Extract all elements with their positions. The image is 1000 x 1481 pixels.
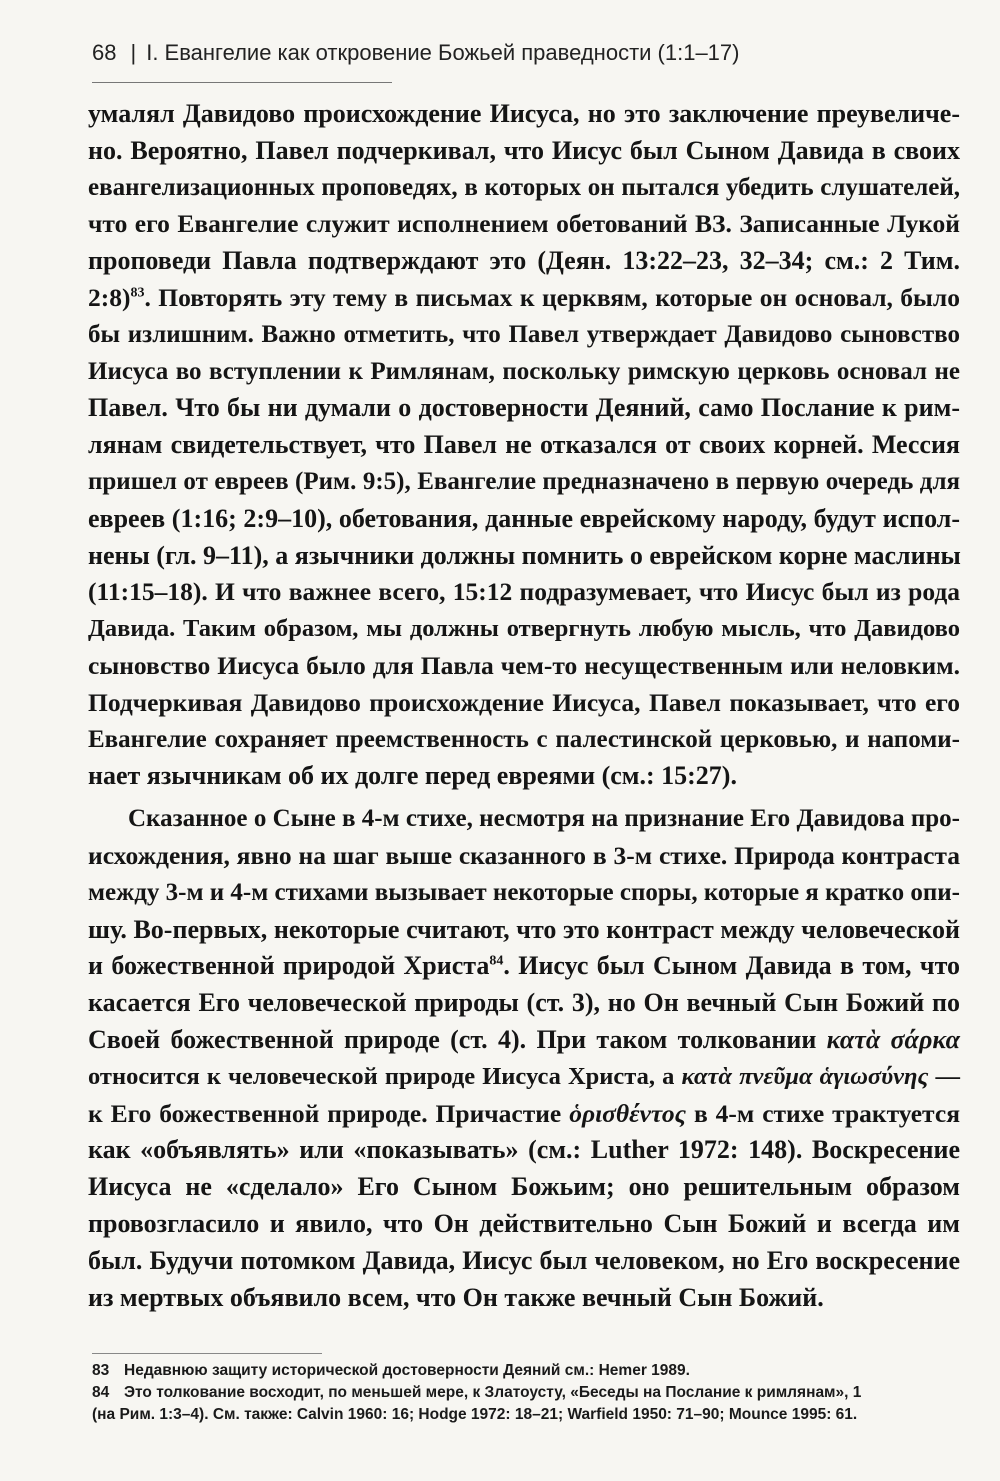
text-line: что его Евангелие служит исполнением обетований ВЗ. Записанные Лукой — [88, 209, 960, 239]
page-number: 68 — [92, 40, 117, 65]
text-line: но. Вероятно, Павел подчеркивал, что Иисус был Сыном Давида в своих — [88, 135, 960, 165]
main-text — [88, 96, 960, 1316]
text-line: Сказанное о Сыне в 4-м стихе, несмотря на признание Его Давидова про- — [128, 805, 960, 833]
footnote-number: 83 — [92, 1362, 110, 1379]
text-line: сыновство Иисуса было для Павла чем-то несущественным или неловким. — [88, 650, 960, 680]
text-line: шу. Во-первых, некоторые считают, что это контраст между человеческой — [88, 914, 960, 944]
header-separator: | — [130, 40, 137, 65]
text-fragment: в 4-м стихе трактуется — [686, 1098, 960, 1128]
text-fragment: к Его божественной природе. Причастие — [88, 1098, 570, 1128]
text-line: Давида. Таким образом, мы должны отвергнуть любую мысль, что Давидово — [88, 615, 960, 643]
text-fragment: относится к человеческой природе Иисуса Христа, а — [88, 1062, 682, 1090]
text-line: как «объявлять» или «показывать» (см.: Luther 1972: 148). Воскресение — [88, 1135, 960, 1165]
footnote-84 — [92, 1382, 960, 1404]
text-fragment: Своей божественной природе (ст. 4). При таком толковании — [88, 1024, 827, 1054]
text-line: Павел. Что бы ни думали о достоверности Деяний, само Послание к рим- — [88, 393, 960, 423]
text-line: лянам свидетельствует, что Павел не отказался от своих корней. Мессия — [88, 430, 960, 460]
text-line: Иисуса не «сделало» Его Сыном Божьим; оно решительным образом — [88, 1172, 960, 1202]
text-line: умалял Давидово происхождение Иисуса, но это заключение преувеличе- — [88, 99, 960, 128]
text-line — [88, 1022, 960, 1059]
text-line: исхождения, явно на шаг выше сказанного в 3-м стихе. Природа контраста — [88, 840, 960, 870]
text-line: евангелизационных проповедях, в которых он пытался убедить слушателей, — [88, 173, 960, 201]
text-line — [88, 948, 960, 985]
text-line: Подчеркивая Давидово происхождение Иисуса, Павел показывает, что его — [88, 687, 960, 717]
footnote-text: Это толкование восходит, по меньшей мере, к Златоусту, «Беседы на Послание к римлянам», 1 — [124, 1384, 862, 1401]
text-line: бы излишним. Важно отметить, что Павел утверждает Давидово сыновство — [88, 320, 960, 348]
footnote-text: Недавнюю защиту исторической достоверности Деяний см.: Hemer 1989. — [124, 1362, 690, 1379]
greek-term: κατὰ πνεῦμα ἁγιωσύνης — [681, 1062, 929, 1090]
text-line — [88, 280, 960, 317]
text-line: пришел от евреев (Рим. 9:5), Евангелие предназначено в первую очередь для — [88, 467, 960, 495]
text-fragment: 2:8) — [88, 282, 131, 312]
chapter-title: I. Евангелие как откровение Божьей праведности (1:1–17) — [146, 40, 740, 65]
text-line — [88, 1096, 960, 1133]
text-line: Евангелие сохраняет преемственность с палестинской церковью, и напоми- — [88, 725, 960, 753]
text-line — [88, 1059, 960, 1096]
header-rule — [92, 82, 392, 83]
text-fragment: и божественной природой Христа — [88, 951, 490, 981]
greek-term: ὁρισθέντος — [569, 1098, 687, 1128]
text-line: провозгласило и явило, что Он действительно Сын Божий и всегда им — [88, 1208, 960, 1238]
text-line: нает язычникам об их долге перед евреями (см.: 15:27). — [88, 761, 737, 791]
text-line: из мертвых объявило всем, что Он также вечный Сын Божий. — [88, 1282, 824, 1312]
text-line: был. Будучи потомком Давида, Иисус был человеком, но Его воскресение — [88, 1245, 960, 1275]
footnote-ref-84[interactable]: 84 — [489, 953, 504, 969]
text-line: нены (гл. 9–11), а язычники должны помнить о еврейском корне маслины — [88, 540, 961, 570]
running-head — [92, 40, 739, 66]
footnote-84-continued: (на Рим. 1:3–4). См. также: Calvin 1960: 16; Hodge 1972: 18–21; Warfield 1950: 71–90; Mounce 1995: 61. — [92, 1406, 858, 1423]
text-line: между 3-м и 4-м стихами вызывает некоторые споры, которые я кратко опи- — [88, 878, 960, 906]
text-fragment: . Иисус был Сыном Давида в том, что — [503, 951, 960, 981]
footnotes — [92, 1360, 960, 1426]
text-fragment: — — [928, 1062, 960, 1090]
footnote-rule — [92, 1353, 322, 1354]
text-line: касается Его человеческой природы (ст. 3), но Он вечный Сын Божий по — [88, 988, 960, 1018]
text-line: Иисуса во вступлении к Римлянам, поскольку римскую церковь основал не — [88, 357, 960, 385]
footnote-83 — [92, 1360, 960, 1382]
greek-term: κατὰ σάρκα — [826, 1024, 960, 1054]
text-line: (11:15–18). И что важнее всего, 15:12 подразумевает, что Иисус был из рода — [88, 577, 960, 607]
footnote-ref-83[interactable]: 83 — [130, 285, 145, 301]
text-line: проповеди Павла подтверждают это (Деян. 13:22–23, 32–34; см.: 2 Тим. — [88, 246, 960, 276]
text-line: евреев (1:16; 2:9–10), обетования, данные еврейскому народу, будут испол- — [88, 503, 960, 533]
footnote-number: 84 — [92, 1384, 110, 1401]
text-fragment: . Повторять эту тему в письмах к церквям, которые он основал, было — [144, 282, 960, 312]
